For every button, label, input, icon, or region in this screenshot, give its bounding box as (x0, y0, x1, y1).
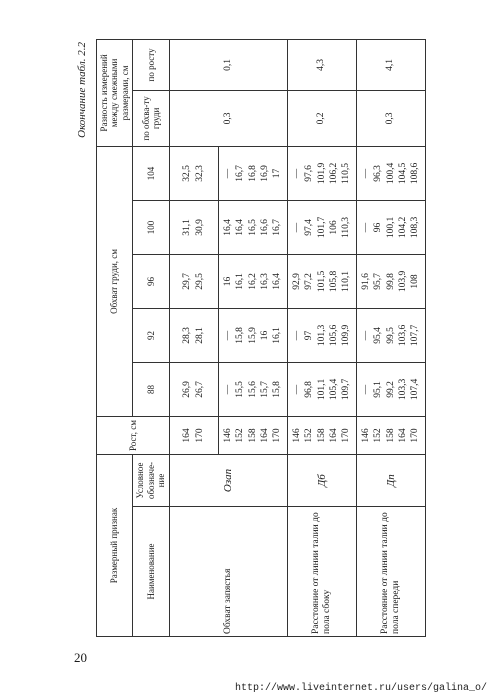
diff-height-value: 4,1 (356, 39, 425, 90)
cell-value: 110,5 (341, 162, 352, 184)
feature-name: Расстояние от линии талии до пола спереди (356, 507, 425, 637)
cell-value: 16,4 (222, 219, 233, 236)
chest-92-values (287, 308, 356, 362)
height-value: 170 (410, 428, 421, 443)
header-chest-104: 104 (133, 146, 169, 200)
feature-name: Обхват запястья (169, 507, 287, 637)
cell-value: 15,7 (259, 381, 270, 398)
table-row (356, 39, 425, 636)
header-row-2 (133, 39, 169, 636)
header-chest: Обхват груди, см (97, 146, 133, 416)
cell-value: 99,5 (385, 327, 396, 344)
height-value: 170 (272, 428, 283, 443)
cell-value: 16,4 (272, 273, 283, 290)
table-body (169, 39, 425, 636)
chest-88-values (169, 362, 218, 416)
height-value: 164 (398, 428, 409, 443)
feature-name: Расстояние от линии талии до пола сбоку (287, 507, 356, 637)
cell-value: 108 (410, 274, 421, 289)
chest-96-values (169, 254, 218, 308)
cell-value: 26,7 (194, 381, 205, 398)
chest-88-values (218, 362, 287, 416)
cell-value: 105,4 (329, 378, 340, 401)
height-value: 146 (222, 428, 233, 443)
feature-symbol: Дп (356, 454, 425, 506)
chest-104-values (287, 146, 356, 200)
diff-chest-value: 0,3 (356, 90, 425, 146)
cell-value: 96 (373, 222, 384, 233)
cell-value: — (291, 168, 302, 179)
cell-value: 28,3 (182, 327, 193, 344)
height-value: 152 (304, 428, 315, 443)
header-chest-88: 88 (133, 362, 169, 416)
chest-100-values (287, 200, 356, 254)
height-value: 152 (235, 428, 246, 443)
cell-value: 103,3 (398, 378, 409, 401)
height-values (169, 416, 218, 454)
cell-value: 107,7 (410, 324, 421, 347)
cell-value: 17 (272, 168, 283, 179)
watermark-url: http://www.liveinternet.ru/users/galina_o/ (235, 683, 488, 694)
cell-value: 28,1 (194, 327, 205, 344)
header-feature: Размерный признак (97, 454, 133, 636)
cell-value: 99,2 (385, 381, 396, 398)
diff-chest-value: 0,3 (169, 90, 287, 146)
page-number: 20 (74, 650, 87, 665)
cell-value: 26,9 (182, 381, 193, 398)
cell-value: 16,2 (247, 273, 258, 290)
cell-value: 106,2 (329, 162, 340, 185)
cell-value: 105,8 (329, 270, 340, 293)
measurements-table (96, 39, 426, 637)
header-diff-height: по росту (133, 39, 169, 90)
cell-value: 16,9 (259, 165, 270, 182)
cell-value: 16,4 (235, 219, 246, 236)
chest-96-values (218, 254, 287, 308)
height-value: 164 (329, 428, 340, 443)
cell-value: — (291, 384, 302, 395)
cell-value: 16,3 (259, 273, 270, 290)
cell-value: 29,5 (194, 273, 205, 290)
diff-chest-value: 0,2 (287, 90, 356, 146)
cell-value: 101,9 (316, 162, 327, 185)
cell-value: 15,5 (235, 381, 246, 398)
cell-value: 97 (304, 330, 315, 341)
cell-value: 95,1 (373, 381, 384, 398)
cell-value: 15,9 (247, 327, 258, 344)
cell-value: 103,6 (398, 324, 409, 347)
cell-value: — (361, 168, 372, 179)
header-name: Наименование (133, 507, 169, 637)
cell-value: 100,4 (385, 162, 396, 185)
height-value: 164 (259, 428, 270, 443)
cell-value: 109,7 (341, 378, 352, 401)
header-chest-92: 92 (133, 308, 169, 362)
header-diff: Разность измерений между смежными размерами, см (97, 39, 133, 146)
cell-value: — (222, 330, 233, 341)
table-caption: Окончание табл. 2.2 (76, 42, 88, 138)
height-value: 152 (373, 428, 384, 443)
chest-88-values (356, 362, 425, 416)
chest-104-values (356, 146, 425, 200)
chest-92-values (169, 308, 218, 362)
cell-value: 16,5 (247, 219, 258, 236)
diff-height-value: 4,3 (287, 39, 356, 90)
cell-value: 101,7 (316, 216, 327, 239)
cell-value: 97,2 (304, 273, 315, 290)
cell-value: — (291, 330, 302, 341)
feature-symbol: Дб (287, 454, 356, 506)
cell-value: — (291, 222, 302, 233)
cell-value: 96,3 (373, 165, 384, 182)
header-chest-100: 100 (133, 200, 169, 254)
cell-value: 101,3 (316, 324, 327, 347)
cell-value: 16,8 (247, 165, 258, 182)
cell-value: 16 (222, 276, 233, 287)
cell-value: 105,6 (329, 324, 340, 347)
cell-value: 31,1 (182, 219, 193, 236)
height-value: 158 (247, 428, 258, 443)
height-value: 164 (182, 428, 193, 443)
height-values (356, 416, 425, 454)
cell-value: 95,4 (373, 327, 384, 344)
chest-104-values (169, 146, 218, 200)
header-height: Рост, см (97, 416, 170, 454)
cell-value: 29,7 (182, 273, 193, 290)
table-row (287, 39, 356, 636)
cell-value: 92,9 (291, 273, 302, 290)
table-row (169, 39, 218, 636)
cell-value: 96,8 (304, 381, 315, 398)
cell-value: — (361, 222, 372, 233)
cell-value: 106 (329, 220, 340, 235)
cell-value: 107,4 (410, 378, 421, 401)
cell-value: 100,1 (385, 216, 396, 239)
chest-96-values (356, 254, 425, 308)
cell-value: 110,3 (341, 216, 352, 238)
rotated-table-container (76, 40, 426, 637)
cell-value: 15,8 (235, 327, 246, 344)
cell-value: — (361, 384, 372, 395)
cell-value: 108,6 (410, 162, 421, 185)
cell-value: 109,9 (341, 324, 352, 347)
chest-100-values (356, 200, 425, 254)
cell-value: 101,1 (316, 378, 327, 401)
cell-value: — (222, 168, 233, 179)
cell-value: 16 (259, 330, 270, 341)
height-value: 170 (194, 428, 205, 443)
cell-value: 15,8 (272, 381, 283, 398)
chest-104-values (218, 146, 287, 200)
cell-value: 101,5 (316, 270, 327, 293)
cell-value: 16,7 (272, 219, 283, 236)
cell-value: 97,4 (304, 219, 315, 236)
cell-value: 108,3 (410, 216, 421, 239)
chest-92-values (218, 308, 287, 362)
cell-value: 104,2 (398, 216, 409, 239)
cell-value: 99,8 (385, 273, 396, 290)
cell-value: 95,7 (373, 273, 384, 290)
header-symbol: Условное обозначе-ние (133, 454, 169, 506)
cell-value: 30,9 (194, 219, 205, 236)
chest-88-values (287, 362, 356, 416)
cell-value: 32,5 (182, 165, 193, 182)
chest-100-values (169, 200, 218, 254)
height-value: 146 (361, 428, 372, 443)
chest-92-values (356, 308, 425, 362)
chest-100-values (218, 200, 287, 254)
header-diff-chest: по обхва-ту груди (133, 90, 169, 146)
feature-symbol: Озап (169, 454, 287, 506)
height-values (218, 416, 287, 454)
cell-value: 110,1 (341, 270, 352, 292)
header-chest-96: 96 (133, 254, 169, 308)
height-values (287, 416, 356, 454)
cell-value: 16,1 (235, 273, 246, 290)
height-value: 158 (316, 428, 327, 443)
cell-value: — (361, 330, 372, 341)
cell-value: — (222, 384, 233, 395)
height-value: 158 (385, 428, 396, 443)
cell-value: 16,1 (272, 327, 283, 344)
cell-value: 103,9 (398, 270, 409, 293)
chest-96-values (287, 254, 356, 308)
height-value: 146 (291, 428, 302, 443)
height-value: 170 (341, 428, 352, 443)
cell-value: 32,3 (194, 165, 205, 182)
cell-value: 16,6 (259, 219, 270, 236)
cell-value: 16,7 (235, 165, 246, 182)
cell-value: 91,6 (361, 273, 372, 290)
cell-value: 104,5 (398, 162, 409, 185)
diff-height-value: 0,1 (169, 39, 287, 90)
cell-value: 15,6 (247, 381, 258, 398)
cell-value: 97,6 (304, 165, 315, 182)
header-row-1 (97, 39, 133, 636)
